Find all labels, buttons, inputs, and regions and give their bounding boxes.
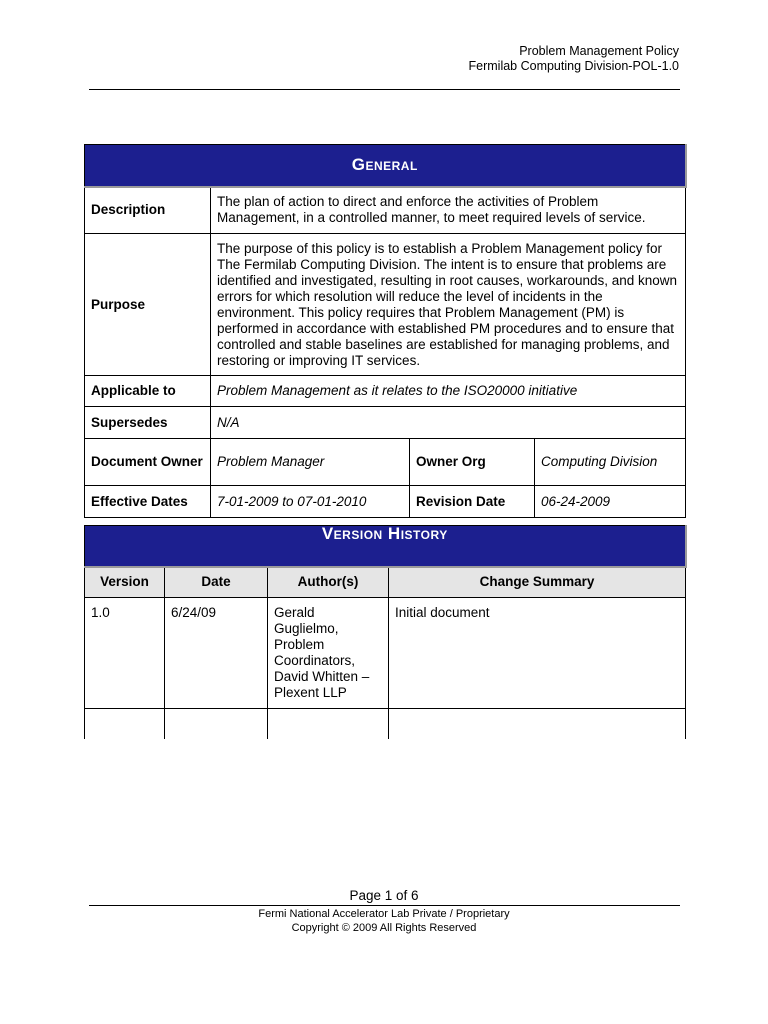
table-row	[85, 598, 686, 709]
header-title: Problem Management Policy	[519, 44, 679, 58]
column-header-change-summary: Change Summary	[389, 567, 686, 598]
table-row-empty	[85, 709, 686, 739]
version-history-banner: Version History	[85, 526, 686, 567]
owner-org-label: Owner Org	[410, 439, 535, 486]
owner-label: Document Owner	[85, 439, 211, 486]
applicable-label: Applicable to	[85, 376, 211, 407]
empty-cell	[85, 709, 165, 739]
version-cell: 1.0	[85, 598, 165, 709]
column-header-date: Date	[165, 567, 268, 598]
applicable-value: Problem Management as it relates to the ISO20000 initiative	[211, 376, 686, 407]
revision-label: Revision Date	[410, 486, 535, 518]
description-label: Description	[85, 187, 211, 234]
supersedes-value: N/A	[211, 407, 686, 439]
page-number: Page 1 of 6	[349, 888, 419, 903]
purpose-label: Purpose	[85, 234, 211, 376]
date-cell: 6/24/09	[165, 598, 268, 709]
owner-org-value: Computing Division	[535, 439, 686, 486]
authors-cell: Gerald Guglielmo, Problem Coordinators, David Whitten – Plexent LLP	[268, 598, 389, 709]
column-header-authors: Author(s)	[268, 567, 389, 598]
empty-cell	[389, 709, 686, 739]
footer-copyright: Copyright © 2009 All Rights Reserved	[291, 922, 477, 934]
general-table	[84, 144, 687, 518]
header-rule	[89, 89, 680, 90]
description-value: The plan of action to direct and enforce the activities of Problem Management, in a controlled manner, to meet required levels of service.	[211, 187, 686, 234]
empty-cell	[165, 709, 268, 739]
supersedes-label: Supersedes	[85, 407, 211, 439]
purpose-value: The purpose of this policy is to establish a Problem Management policy for The Fermilab Computing Division. The intent is to ensure that problems are identified and investigated, resulting in root causes, workarounds, and known errors for which resolution will reduce the level of incidents in the environment. This policy requires that Problem Management (PM) is performed in accordance with established PM procedures and to ensure that controlled and stable baselines are established for managing problems, and restoring or improving IT services.	[211, 234, 686, 376]
effective-value: 7-01-2009 to 07-01-2010	[211, 486, 410, 518]
header-doc-id: Fermilab Computing Division-POL-1.0	[468, 59, 679, 73]
revision-value: 06-24-2009	[535, 486, 686, 518]
footer-rule	[89, 905, 680, 906]
empty-cell	[268, 709, 389, 739]
summary-cell: Initial document	[389, 598, 686, 709]
version-history-table	[84, 525, 687, 739]
page-header	[469, 44, 680, 74]
general-banner: General	[85, 145, 686, 187]
footer-proprietary: Fermi National Accelerator Lab Private / Proprietary	[258, 908, 510, 920]
column-header-version: Version	[85, 567, 165, 598]
effective-label: Effective Dates	[85, 486, 211, 518]
owner-value: Problem Manager	[211, 439, 410, 486]
